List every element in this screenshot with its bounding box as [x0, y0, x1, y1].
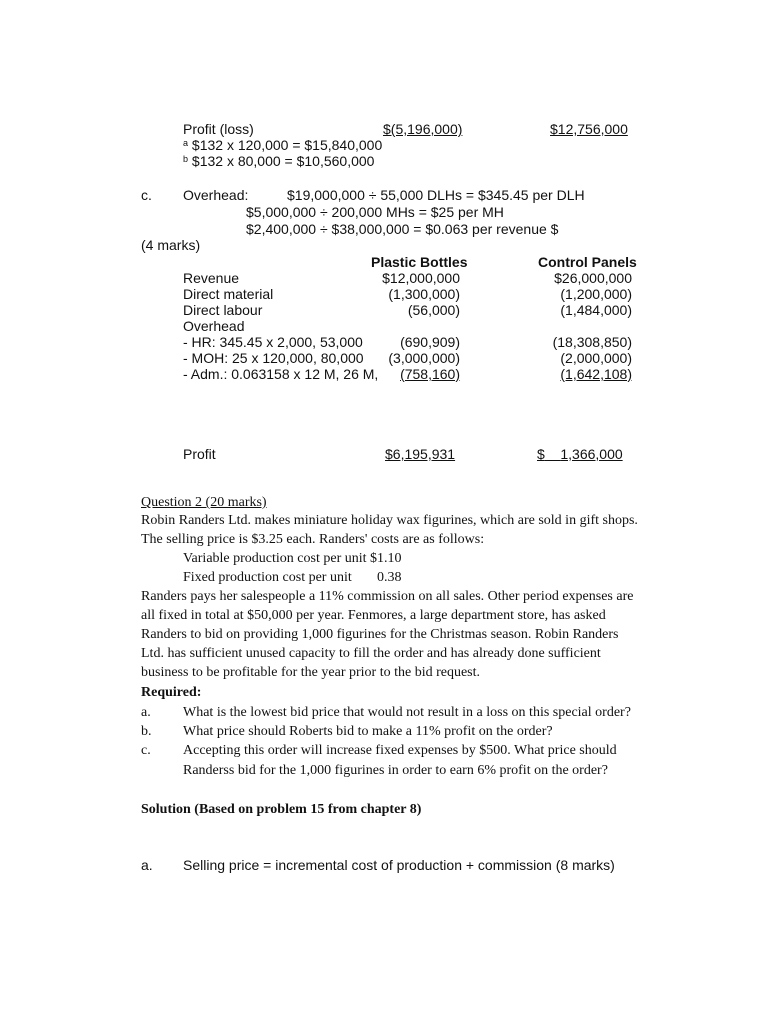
profit-loss-control-panels: $12,756,000	[550, 121, 628, 137]
required-item-letter: b.	[141, 724, 152, 739]
solution-heading: Solution (Based on problem 15 from chapter 8)	[141, 802, 422, 817]
col-header-plastic-bottles: Plastic Bottles	[371, 254, 468, 270]
overhead-line-3: $2,400,000 ÷ $38,000,000 = $0.063 per revenue $	[246, 221, 559, 237]
required-item-text: What price should Roberts bid to make a 11% profit on the order?	[183, 724, 553, 739]
solution-a-text: Selling price = incremental cost of production + commission (8 marks)	[183, 857, 615, 873]
q2-paragraph-line: Ltd. has sufficient unused capacity to fill the order and has already done sufficient	[141, 646, 601, 661]
profit-cp-sign: $	[537, 446, 545, 462]
footnote-b	[183, 152, 374, 170]
profit-control-panels	[537, 445, 623, 463]
row-value-plastic-bottles	[300, 365, 460, 383]
profit-loss-plastic-bottles: $(5,196,000)	[383, 121, 463, 137]
required-item-text: Accepting this order will increase fixed expenses by $500. What price should	[183, 743, 617, 758]
part-c-marks: (4 marks)	[141, 237, 201, 253]
overhead-line-2: $5,000,000 ÷ 200,000 MHs = $25 per MH	[246, 204, 504, 220]
row-label: Overhead	[183, 318, 245, 334]
q2-paragraph-line: The selling price is $3.25 each. Randers' costs are as follows:	[141, 532, 485, 547]
solution-a-letter: a.	[141, 857, 153, 873]
row-label: - Adm.: 0.063158 x 12 M, 26 M,	[183, 366, 379, 382]
row-value-control-panels: (1,200,000)	[560, 286, 632, 302]
row-label: Revenue	[183, 270, 240, 286]
row-label: Direct material	[183, 286, 274, 302]
q2-paragraph-line: Randers pays her salespeople a 11% commission on all sales. Other period expenses are	[141, 589, 634, 604]
row-value-plastic-bottles: (1,300,000)	[388, 286, 460, 302]
required-heading: Required:	[141, 685, 202, 700]
adm-value-control-panels: (1,642,108)	[560, 366, 632, 382]
footnote-a-text: $132 x 120,000 = $15,840,000	[191, 137, 383, 153]
footnote-b-mark: b	[183, 154, 189, 164]
row-value-control-panels: (18,308,850)	[552, 334, 632, 350]
question-2-heading: Question 2 (20 marks)	[141, 495, 267, 510]
q2-paragraph-line: all fixed in total at $50,000 per year. Fenmores, a large department store, has asked	[141, 608, 606, 623]
row-value-control-panels: (2,000,000)	[560, 350, 632, 366]
profit-cp-value: 1,366,000	[560, 446, 623, 462]
row-value-plastic-bottles: (3,000,000)	[388, 350, 460, 366]
required-item-text-continued: Randerss bid for the 1,000 figurines in order to earn 6% profit on the order?	[183, 763, 608, 778]
q2-paragraph-line: Robin Randers Ltd. makes miniature holiday wax figurines, which are sold in gift shops.	[141, 513, 638, 528]
row-value-plastic-bottles: $12,000,000	[382, 270, 460, 286]
footnote-b-text: $132 x 80,000 = $10,560,000	[191, 153, 375, 169]
footnote-a-mark: a	[183, 138, 189, 148]
row-value-control-panels: (1,484,000)	[560, 302, 632, 318]
row-value-plastic-bottles: (56,000)	[407, 302, 460, 318]
row-value-control-panels	[470, 365, 632, 383]
adm-value-plastic-bottles: (758,160)	[400, 366, 460, 382]
required-item-letter: c.	[141, 743, 151, 758]
required-item-text: What is the lowest bid price that would not result in a loss on this special order?	[183, 705, 631, 720]
col-header-control-panels: Control Panels	[538, 254, 637, 270]
profit-label: Profit	[183, 446, 216, 462]
row-label: - HR: 345.45 x 2,000, 53,000	[183, 334, 363, 350]
overhead-label: Overhead:	[183, 187, 249, 203]
variable-cost-line: Variable production cost per unit $1.10	[183, 551, 402, 566]
part-c-letter: c.	[141, 187, 152, 203]
row-label: Direct labour	[183, 302, 263, 318]
row-label: - MOH: 25 x 120,000, 80,000	[183, 350, 364, 366]
required-item-letter: a.	[141, 705, 151, 720]
overhead-line-1: $19,000,000 ÷ 55,000 DLHs = $345.45 per DLH	[287, 187, 585, 203]
fixed-cost-value: 0.38	[377, 570, 402, 585]
q2-paragraph-line: Randers to bid on providing 1,000 figurines for the Christmas season. Robin Randers	[141, 627, 619, 642]
profit-loss-label: Profit (loss)	[183, 121, 254, 137]
profit-plastic-bottles: $6,195,931	[385, 446, 456, 462]
row-value-control-panels: $26,000,000	[554, 270, 632, 286]
fixed-cost-label: Fixed production cost per unit	[183, 570, 352, 585]
q2-paragraph-line: business to be profitable for the year prior to the bid request.	[141, 665, 481, 680]
row-value-plastic-bottles: (690,909)	[400, 334, 460, 350]
